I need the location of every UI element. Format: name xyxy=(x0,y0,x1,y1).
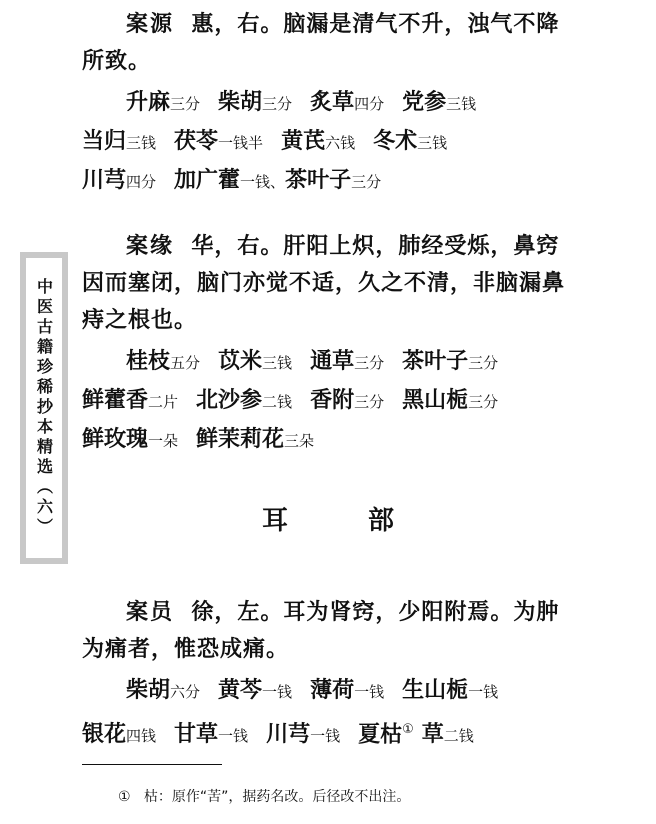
footnote xyxy=(118,786,410,806)
herb-name: 香附 xyxy=(310,388,355,413)
herb-dose: 二片 xyxy=(148,393,179,411)
herb-dose: 二钱 xyxy=(262,393,293,411)
herb-item xyxy=(266,716,340,755)
herb-name: 升麻 xyxy=(126,90,171,115)
herb-name: 黄芪 xyxy=(281,129,326,154)
herb-item xyxy=(310,382,384,421)
herb-name: 北沙参 xyxy=(196,388,263,413)
herb-dose: 二钱 xyxy=(443,727,474,746)
herb-dose: 五分 xyxy=(170,354,201,372)
herb-dose: 三分 xyxy=(468,354,499,372)
herb-item xyxy=(126,672,200,711)
case-3-text xyxy=(82,594,582,668)
herb-name: 薄荷 xyxy=(310,678,355,703)
section-title-char: 部 xyxy=(368,506,395,536)
herb-dose: 六钱 xyxy=(325,134,356,152)
herb-dose: 三分 xyxy=(468,393,499,411)
herb-dose: 一钱 xyxy=(468,683,499,701)
case-2-text xyxy=(82,228,582,339)
herb-name: 鲜玫瑰 xyxy=(82,427,149,452)
herb-dose: 三分 xyxy=(262,95,293,113)
herb-dose: 四分 xyxy=(126,173,157,191)
herb-item xyxy=(422,716,474,755)
herb-dose: 六分 xyxy=(170,683,201,701)
herb-name: 黄芩 xyxy=(218,678,263,703)
prescription-2-line-2 xyxy=(82,382,582,421)
prescription-1-line-3 xyxy=(82,162,582,201)
herb-item xyxy=(126,84,200,123)
herb-dose: 三钱 xyxy=(126,134,157,152)
herb-item xyxy=(310,672,384,711)
herb-name: 夏枯 xyxy=(358,722,403,748)
herb-name: 鲜藿香 xyxy=(82,388,149,413)
herb-name: 草 xyxy=(421,722,444,748)
case-patient: 源 xyxy=(150,12,175,37)
footnote-rule xyxy=(82,764,222,765)
herb-name: 党参 xyxy=(402,90,447,115)
herb-dose: 三钱 xyxy=(262,354,293,372)
herb-name: 茯苓 xyxy=(174,129,219,154)
footnote-mark: ① xyxy=(118,789,131,805)
footnote-ref[interactable]: ① xyxy=(402,722,414,737)
prescription-3 xyxy=(82,672,582,711)
herb-dose: 四钱 xyxy=(126,727,157,746)
herb-dose: 一钱 xyxy=(218,727,249,746)
herb-name: 通草 xyxy=(310,349,355,374)
case-body: 惠，右。脑漏是清气不升，浊气不降所致。 xyxy=(82,12,560,74)
side-tab-text: 中医古籍珍稀抄本精选（六） xyxy=(34,278,54,538)
herb-dose: 三分 xyxy=(170,95,201,113)
herb-item xyxy=(174,162,285,201)
herb-item xyxy=(218,672,292,711)
herb-name: 桂枝 xyxy=(126,349,171,374)
herb-name: 茶叶子 xyxy=(402,349,469,374)
herb-item xyxy=(373,123,447,162)
herb-name: 柴胡 xyxy=(126,678,171,703)
herb-dose: 三朵 xyxy=(284,432,315,450)
herb-name: 川芎 xyxy=(82,168,127,193)
prescription-1 xyxy=(82,84,582,123)
case-patient: 员 xyxy=(150,600,175,625)
case-patient: 缘 xyxy=(150,234,175,259)
herb-item xyxy=(402,343,498,382)
herb-name: 当归 xyxy=(82,129,127,154)
herb-item xyxy=(285,162,381,201)
herb-dose: 一朵 xyxy=(148,432,179,450)
herb-dose: 一钱 xyxy=(310,727,341,746)
herb-dose: 三钱 xyxy=(417,134,448,152)
herb-name: 黑山栀 xyxy=(402,388,469,413)
herb-item xyxy=(82,421,178,460)
herb-item xyxy=(82,123,156,162)
section-title xyxy=(0,500,656,537)
prescription-1-line-2 xyxy=(82,123,582,162)
prescription-2-line-3 xyxy=(82,421,582,460)
herb-name: 鲜茉莉花 xyxy=(196,427,285,452)
herb-name: 茶叶子 xyxy=(285,168,352,193)
herb-item xyxy=(174,716,248,755)
herb-dose: 一钱、 xyxy=(240,173,286,191)
herb-item xyxy=(218,343,292,382)
herb-dose: 一钱半 xyxy=(218,134,264,152)
prescription-2 xyxy=(82,343,582,382)
herb-name: 川芎 xyxy=(266,722,311,748)
herb-item xyxy=(82,162,156,201)
case-1-text xyxy=(82,6,582,80)
herb-dose: 一钱 xyxy=(262,683,293,701)
herb-item xyxy=(281,123,355,162)
herb-item xyxy=(310,343,384,382)
herb-item xyxy=(402,84,476,123)
herb-item xyxy=(358,711,414,753)
case-body: 华，右。肝阳上炽，肺经受烁，鼻窍因而塞闭，脑门亦觉不适，久之不清，非脑漏鼻痔之根也。 xyxy=(82,234,566,333)
herb-dose: 一钱 xyxy=(354,683,385,701)
herb-item xyxy=(174,123,263,162)
herb-item xyxy=(402,672,498,711)
case-body: 徐，左。耳为肾窍，少阳附焉。为肿为痛者，惟恐成痛。 xyxy=(82,600,560,662)
herb-item xyxy=(196,421,314,460)
herb-item xyxy=(82,382,178,421)
herb-name: 苡米 xyxy=(218,349,263,374)
section-title-char: 耳 xyxy=(261,506,288,536)
footnote-text: 枯：原作“苦”，据药名改。后径改不出注。 xyxy=(143,789,411,805)
herb-item xyxy=(218,84,292,123)
herb-dose: 三分 xyxy=(354,393,385,411)
herb-name: 银花 xyxy=(82,722,127,748)
herb-name: 甘草 xyxy=(174,722,219,748)
herb-item xyxy=(402,382,498,421)
case-mark: 案 xyxy=(126,600,151,625)
herb-dose: 三分 xyxy=(351,173,382,191)
herb-name: 加广藿 xyxy=(174,168,241,193)
herb-item xyxy=(82,716,156,755)
herb-dose: 四分 xyxy=(354,95,385,113)
case-mark: 案 xyxy=(126,234,151,259)
herb-item xyxy=(196,382,292,421)
herb-name: 炙草 xyxy=(310,90,355,115)
case-1 xyxy=(82,6,582,201)
case-3 xyxy=(82,594,582,755)
case-2 xyxy=(82,228,582,460)
herb-name: 冬术 xyxy=(373,129,418,154)
herb-item xyxy=(310,84,384,123)
herb-item xyxy=(126,343,200,382)
case-mark: 案 xyxy=(126,12,151,37)
herb-dose: 三分 xyxy=(354,354,385,372)
herb-name: 生山栀 xyxy=(402,678,469,703)
prescription-3-line-2 xyxy=(82,711,582,755)
herb-dose: 三钱 xyxy=(446,95,477,113)
herb-name: 柴胡 xyxy=(218,90,263,115)
